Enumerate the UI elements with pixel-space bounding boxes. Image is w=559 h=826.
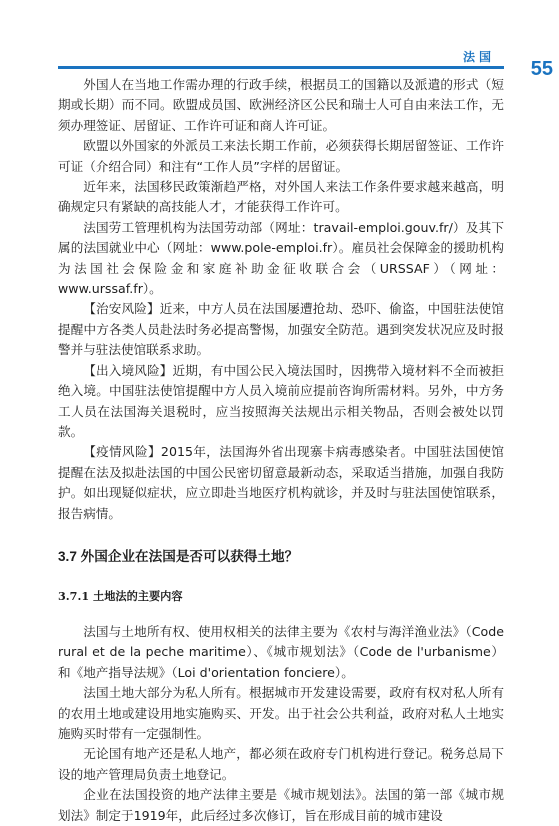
paragraph: 法国劳工管理机构为法国劳动部（网址：travail-emploi.gouv.fr/）及其下属的法国就业中心（网址：www.pole-emploi.fr）。雇员社会保障金的援助机构为法国社会保险金和家庭补助金征收联合会（URSSAF）（网址：www.urssaf.fr）。	[58, 219, 504, 297]
paragraph: 外国人在当地工作需办理的行政手续，根据员工的国籍以及派遣的形式（短期或长期）而不同。欧盟成员国、欧洲经济区公民和瑞士人可自由来法工作，无须办理签证、居留证、工作许可证和商人许可证。	[58, 77, 504, 133]
running-header-country: 法国	[462, 50, 495, 64]
paragraph-epidemic-risk: 【疫情风险】2015年，法国海外省出现寨卡病毒感染者。中国驻法国使馆提醒在法及拟赴法国的中国公民密切留意最新动态，采取适当措施，加强自我防护。如出现疑似症状，应立即赴当地医疗机构就诊，并及时与驻法国使馆联系，报告病情。	[58, 444, 504, 521]
paragraph: 法国土地大部分为私人所有。根据城市开发建设需要，政府有权对私人所有的农用土地或建设用地实施购买、开发。出于社会公共利益，政府对私人土地实施购买时带有一定强制性。	[58, 685, 504, 741]
paragraph-entry-exit-risk: 【出入境风险】近期，有中国公民入境法国时，因携带入境材料不全而被拒绝入境。中国驻法使馆提醒中方人员入境前应提前咨询所需材料。另外，中方务工人员在法国海关退税时，应当按照海关法规出示相关物品，否则会被处以罚款。	[58, 362, 504, 439]
paragraph: 近年来，法国移民政策渐趋严格，对外国人来法工作条件要求越来越高，明确规定只有紧缺的高技能人才，才能获得工作许可。	[58, 179, 504, 215]
subsection-title: 3.7.1 土地法的主要内容	[58, 588, 183, 603]
page-number: 55	[530, 58, 553, 80]
header-rule	[58, 66, 504, 69]
paragraph: 企业在法国投资的地产法律主要是《城市规划法》。法国的第一部《城市规划法》制定于1919年，此后经过多次修订，旨在形成目前的城市建设	[58, 787, 504, 823]
paragraph: 欧盟以外国家的外派员工来法长期工作前，必须获得长期居留签证、工作许可证（介绍合同）和注有“工作人员”字样的居留证。	[58, 138, 504, 174]
page-body	[58, 75, 504, 826]
paragraph-security-risk: 【治安风险】近来，中方人员在法国屡遭抢劫、恐吓、偷盗，中国驻法使馆提醒中方各类人员赴法时务必提高警惕，加强安全防范。遇到突发状况应及时报警并与驻法使馆联系求助。	[58, 301, 504, 358]
page-header	[0, 0, 559, 80]
paragraph: 无论国有地产还是私人地产，都必须在政府专门机构进行登记。税务总局下设的地产管理局负责土地登记。	[58, 746, 504, 782]
paragraph: 法国与土地所有权、使用权相关的法律主要为《农村与海洋渔业法》（Code rural et de la peche maritime）、《城市规划法》（Code de l'urbanisme）和《地产指导法规》（Loi d'orientation fonciere）。	[58, 623, 504, 680]
section-title: 3.7 外国企业在法国是否可以获得土地？	[58, 548, 299, 564]
